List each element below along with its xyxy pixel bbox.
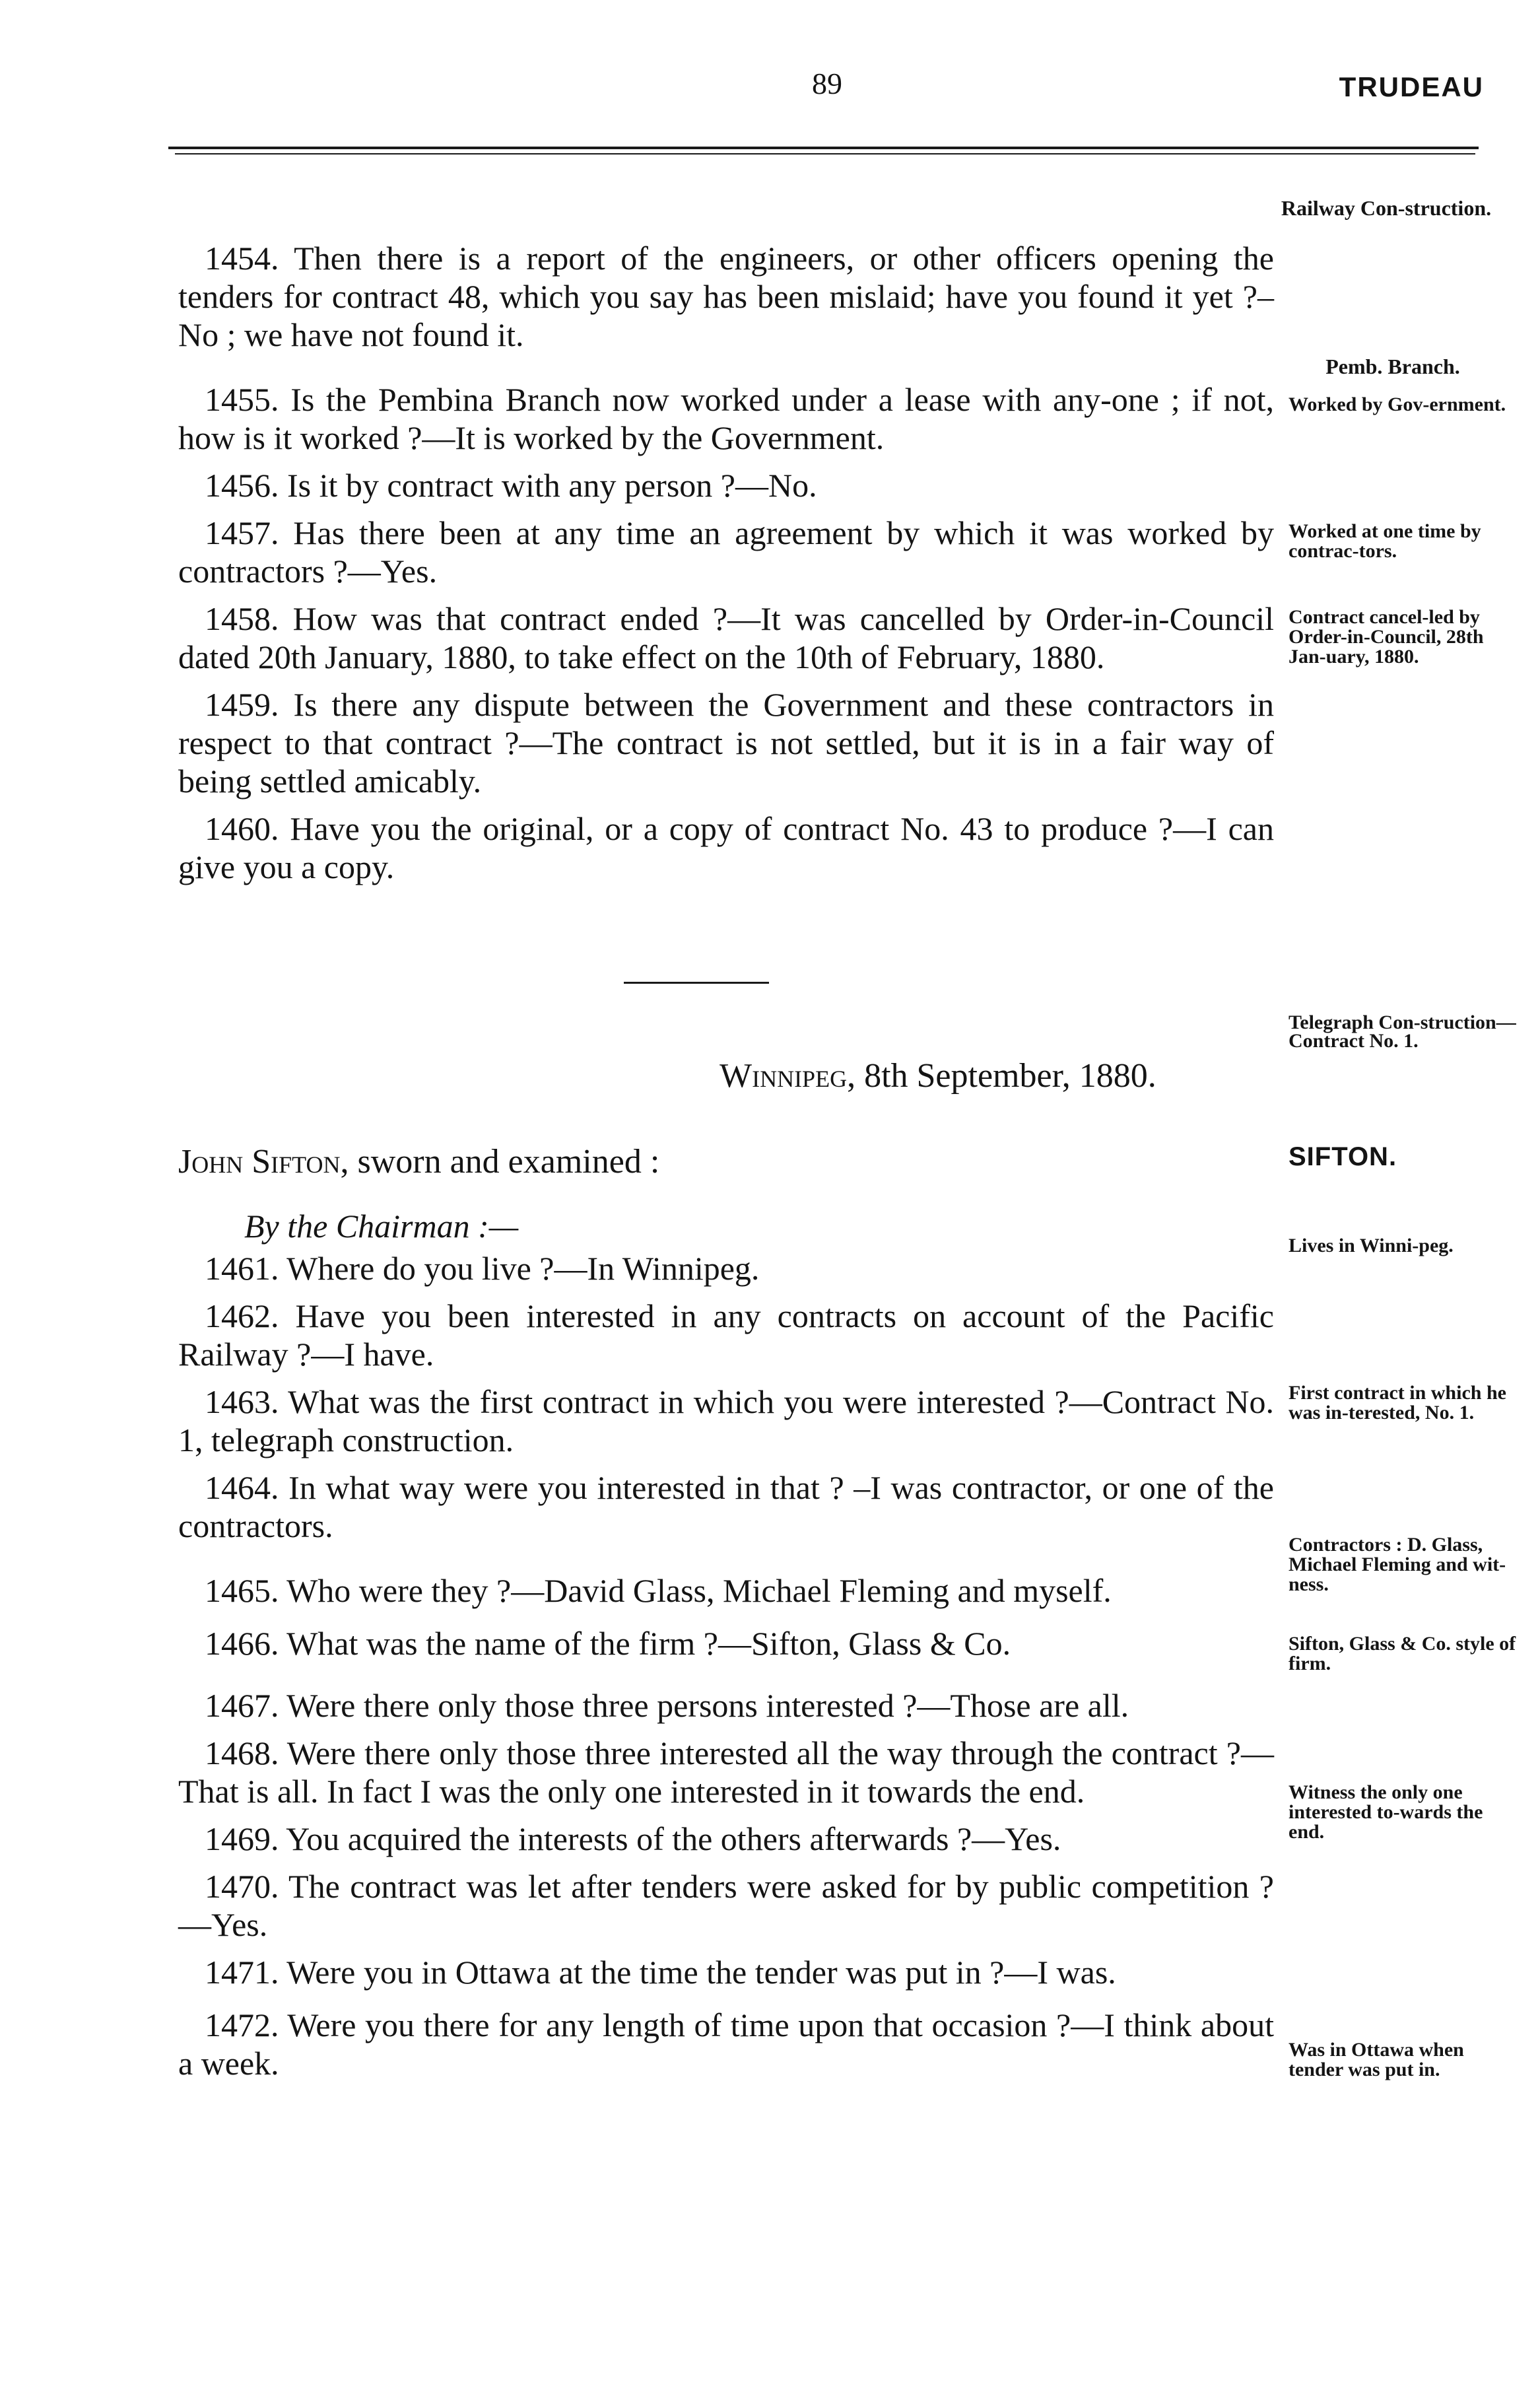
sidenote-railway: Railway Con-struction.	[1281, 196, 1492, 220]
question-1469: 1469. You acquired the interests of the others afterwards ?—Yes.	[205, 1820, 1061, 1857]
sidenote-in-ottawa: Was in Ottawa when tender was put in.	[1289, 2039, 1464, 2080]
witness-name: John Sifton	[178, 1143, 341, 1181]
question-1465: 1465. Who were they ?—David Glass, Michael Fleming and myself.	[205, 1572, 1112, 1609]
question-1467: 1467. Were there only those three persons interested ?—Those are all.	[205, 1687, 1129, 1724]
sidenote-witness-only: Witness the only one interested to-wards the end.	[1289, 1781, 1483, 1843]
testimony-block-1	[178, 239, 1274, 886]
question-1471: 1471. Were you in Ottawa at the time the tender was put in ?—I was.	[205, 1954, 1116, 1991]
header-rule-thin	[175, 153, 1475, 154]
location-date	[720, 1056, 1156, 1095]
question-1463: 1463. What was the first contract in which you were interested ?—Contract No. 1, telegraph construction.	[178, 1383, 1274, 1458]
sidenote-worked-by-gov: Worked by Gov-ernment.	[1289, 394, 1506, 415]
question-1461: 1461. Where do you live ?—In Winnipeg.	[205, 1250, 760, 1287]
by-chairman: By the Chairman :—	[244, 1208, 519, 1245]
question-1466: 1466. What was the name of the firm ?—Sifton, Glass & Co.	[205, 1625, 1011, 1662]
sidenote-worked-by-contractors: Worked at one time by contrac-tors.	[1289, 520, 1481, 562]
question-1456: 1456. Is it by contract with any person ?—No.	[205, 467, 817, 504]
sidenote-telegraph: Telegraph Con-struction— Contract No. 1.	[1289, 1011, 1516, 1052]
question-1454: 1454. Then there is a report of the engineers, or other officers opening the tenders for contract 48, which you say has been mislaid; have you found it yet ?– No ; we have not found it.	[178, 240, 1274, 353]
question-1472: 1472. Were you there for any length of time upon that occasion ?—I think about a week.	[178, 2006, 1274, 2082]
sidenote-pemb-branch: Pemb. Branch.	[1325, 355, 1460, 378]
testimony-block-2	[178, 1249, 1274, 2082]
sidenote-lives: Lives in Winni-peg.	[1289, 1235, 1454, 1256]
witness-suffix: , sworn and examined :	[340, 1143, 660, 1181]
sidenote-contract-cancelled: Contract cancel-led by Order-in-Council, 28th Jan-uary, 1880.	[1289, 606, 1484, 668]
question-1464: 1464. In what way were you interested in that ? –I was contractor, or one of the contractors.	[178, 1469, 1274, 1544]
page-number: 89	[812, 67, 842, 100]
header-rule	[168, 147, 1479, 149]
sidenote-firm-style: Sifton, Glass & Co. style of firm.	[1289, 1633, 1516, 1674]
witness-heading	[178, 1142, 659, 1181]
location-date-text: , 8th September, 1880.	[847, 1057, 1156, 1095]
question-1455: 1455. Is the Pembina Branch now worked under a lease with any-one ; if not, how is it worked ?—It is worked by the Government.	[178, 381, 1274, 456]
sidenote-first-contract: First contract in which he was in-terested, No. 1.	[1289, 1382, 1506, 1423]
question-1460: 1460. Have you the original, or a copy of contract No. 43 to produce ?—I can give you a copy.	[178, 810, 1274, 885]
question-1468: 1468. Were there only those three interested all the way through the contract ?—That is all. In fact I was the only one interested in it towards the end.	[178, 1734, 1274, 1810]
sidenote-contractors: Contractors : D. Glass, Michael Fleming and wit-ness.	[1289, 1534, 1506, 1595]
sidenote-sifton: SIFTON.	[1289, 1142, 1397, 1171]
question-1470: 1470. The contract was let after tenders were asked for by public competition ?—Yes.	[178, 1868, 1274, 1943]
question-1462: 1462. Have you been interested in any contracts on account of the Pacific Railway ?—I have.	[178, 1297, 1274, 1373]
section-separator	[624, 982, 769, 984]
question-1458: 1458. How was that contract ended ?—It was cancelled by Order-in-Council dated 20th January, 1880, to take effect on the 10th of February, 1880.	[178, 600, 1274, 675]
question-1457: 1457. Has there been at any time an agreement by which it was worked by contractors ?—Yes.	[178, 514, 1274, 590]
running-head: TRUDEAU	[1339, 71, 1484, 102]
question-1459: 1459. Is there any dispute between the Government and these contractors in respect to that contract ?—The contract is not settled, but it is in a fair way of being settled amicably.	[178, 686, 1274, 800]
location-city: Winnipeg	[720, 1057, 848, 1095]
